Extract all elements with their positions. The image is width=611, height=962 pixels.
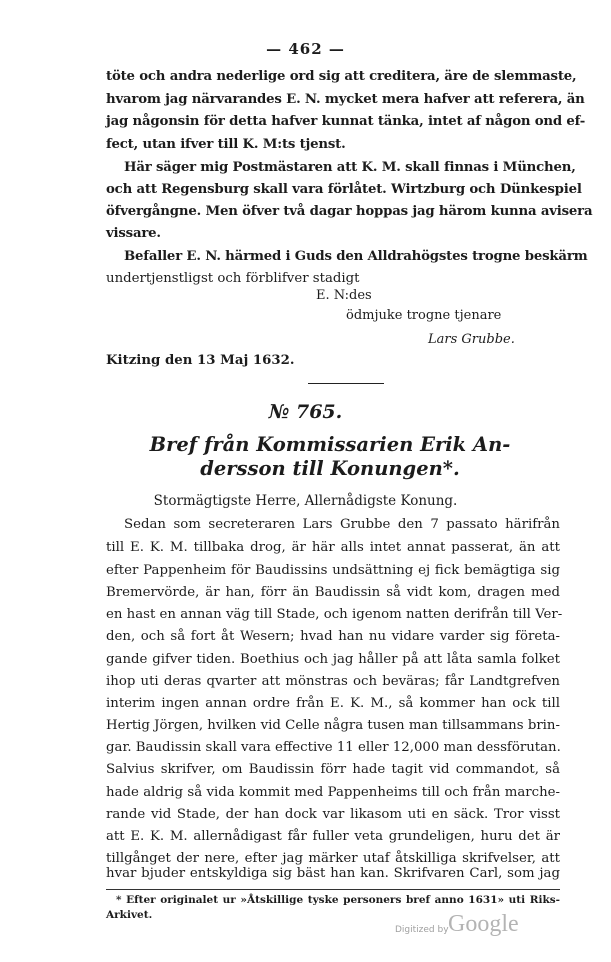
footnote-line: * Efter originalet ur »Åtskillige tyske personers bref anno 1631» uti Riks- [116, 894, 560, 906]
text-line: hade aldrig så vida kommit med Pappenheims till och från marche- [106, 785, 560, 800]
text-line: till E. K. M. tillbaka drog, är här alls intet annat passerat, än att [106, 540, 560, 555]
text-line: gande gifver tiden. Boethius och jag håller på att låta samla folket [106, 652, 560, 667]
text-line: hvarom jag närvarandes E. N. mycket mera hafver att referera, än [106, 92, 585, 107]
letter-title-line: dersson till Konungen*. [200, 457, 460, 480]
text-line: och att Regensburg skall vara förlåtet. Wirtzburg och Dünkespiel [106, 182, 582, 197]
page-number: — 462 — [266, 40, 345, 58]
text-line: den, och så fort åt Wesern; hvad han nu vidare varder sig företa- [106, 629, 560, 644]
text-line: ihop uti deras qvarter att mönstras och beväras; får Landtgrefven [106, 674, 560, 689]
text-line: Bremervörde, är han, förr än Baudissin så vidt kom, dragen med [106, 585, 560, 600]
text-line: Sedan som secreteraren Lars Grubbe den 7 passato härifrån [124, 517, 560, 532]
place-date: Kitzing den 13 Maj 1632. [106, 353, 295, 368]
signature-signer: Lars Grubbe. [428, 332, 515, 347]
footnote-line: Arkivet. [106, 909, 153, 921]
text-line: Här säger mig Postmästaren att K. M. skall finnas i München, [124, 160, 576, 175]
letter-title-line: Bref från Kommissarien Erik An- [149, 433, 511, 456]
text-line: Befaller E. N. härmed i Guds den Alldrahögstes trogne beskärm [124, 249, 588, 264]
text-line: töte och andra nederlige ord sig att creditera, äre de slemmaste, [106, 69, 577, 84]
text-line: att E. K. M. allernådigast får fuller veta grundeligen, huru det är [106, 829, 560, 844]
letter-number: № 765. [268, 401, 343, 423]
text-line: efter Pappenheim för Baudissins undsättning ej fick bemägtiga sig [106, 563, 560, 578]
text-line: gar. Baudissin skall vara effective 11 eller 12,000 man dessförutan. [106, 740, 561, 755]
salutation: Stormägtigste Herre, Allernådigste Konung. [153, 493, 458, 509]
text-line: rande vid Stade, der han dock var likasom uti en säck. Tror visst [106, 807, 560, 822]
signature-addressee: E. N:des [316, 288, 372, 303]
text-line: hvar bjuder entskyldiga sig bäst han kan. Skrifvaren Carl, som jag [106, 866, 560, 881]
text-line: tillgånget der nere, efter jag märker utaf åtskilliga skrifvelser, att [106, 851, 560, 866]
google-watermark-logo: Google [448, 911, 519, 937]
text-line: öfvergångne. Men öfver två dagar hoppas jag härom kunna avisera [106, 204, 593, 219]
text-line: interim ingen annan ordre från E. K. M., så kommer han ock till [106, 696, 560, 711]
watermark-prefix: Digitized by [395, 925, 449, 935]
text-line: fect, utan ifver till K. M:ts tjenst. [106, 137, 346, 152]
signature-closing: ödmjuke trogne tjenare [346, 308, 502, 323]
text-line: Salvius skrifver, om Baudissin förr hade tagit vid commandot, så [106, 762, 560, 777]
text-line: vissare. [106, 226, 161, 241]
text-line: Hertig Jörgen, hvilken vid Celle några tusen man tillsammans brin- [106, 718, 560, 733]
footnote-divider [106, 889, 560, 890]
text-line: undertjenstligst och förblifver stadigt [106, 271, 360, 286]
text-line: jag någonsin för detta hafver kunnat tänka, intet af någon ond ef- [106, 114, 586, 129]
section-divider [308, 383, 384, 384]
text-line: en hast en annan väg till Stade, och igenom natten derifrån till Ver- [106, 607, 563, 622]
